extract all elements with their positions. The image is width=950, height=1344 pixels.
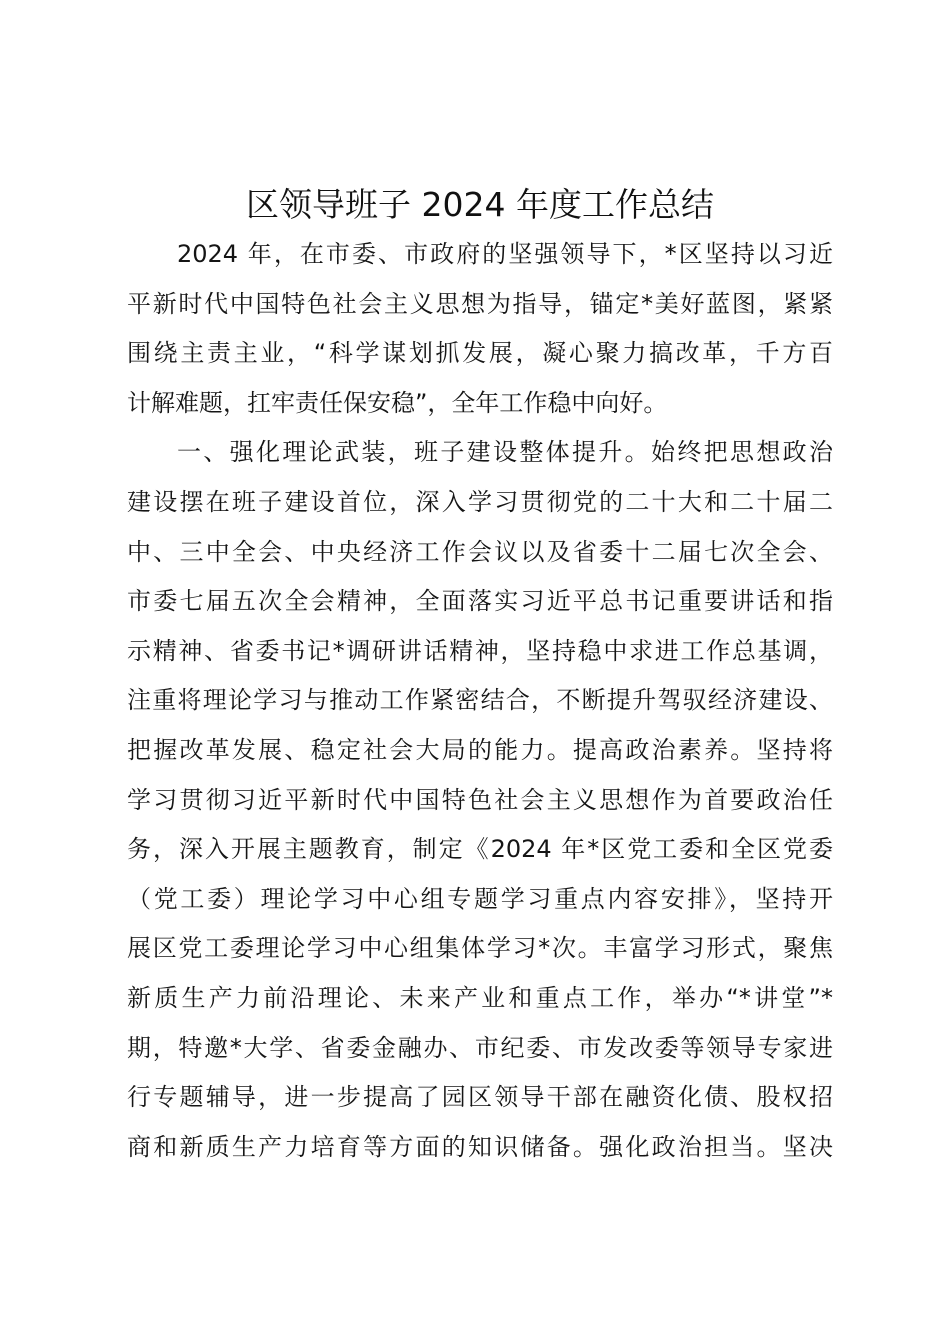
document-body	[127, 230, 833, 1172]
document-title: 区领导班子 2024 年度工作总结	[246, 185, 714, 224]
text-line: 务，深入开展主题教育，制定《2024 年*区党工委和全区党委	[127, 835, 833, 864]
text-line: 市委七届五次全会精神，全面落实习近平总书记重要讲话和指	[127, 587, 833, 616]
paragraph	[127, 428, 833, 1172]
text-line: 行专题辅导，进一步提高了园区领导干部在融资化债、股权招	[127, 1083, 833, 1112]
text-line: 新质生产力前沿理论、未来产业和重点工作，举办“*讲堂”*	[127, 983, 833, 1012]
text-line: 把握改革发展、稳定社会大局的能力。提高政治素养。坚持将	[127, 735, 833, 764]
text-line: 围绕主责主业，“科学谋划抓发展，凝心聚力搞改革，千方百	[127, 339, 833, 368]
text-line: 建设摆在班子建设首位，深入学习贯彻党的二十大和二十届二	[127, 487, 833, 516]
text-line: 期，特邀*大学、省委金融办、市纪委、市发改委等领导专家进	[127, 1033, 833, 1062]
text-line: 示精神、省委书记*调研讲话精神，坚持稳中求进工作总基调，	[127, 636, 833, 665]
text-line: 商和新质生产力培育等方面的知识储备。强化政治担当。坚决	[127, 1132, 833, 1161]
text-line: 计解难题，扛牢责任保安稳”，全年工作稳中向好。	[127, 388, 668, 417]
text-line: 展区党工委理论学习中心组集体学习*次。丰富学习形式，聚焦	[127, 934, 833, 963]
text-line: 一、强化理论武装，班子建设整体提升。始终把思想政治	[177, 438, 833, 467]
text-line: 注重将理论学习与推动工作紧密结合，不断提升驾驭经济建设、	[127, 686, 833, 715]
paragraph	[127, 230, 833, 428]
text-line: 平新时代中国特色社会主义思想为指导，锚定*美好蓝图，紧紧	[127, 289, 833, 318]
text-line: 2024 年，在市委、市政府的坚强领导下，*区坚持以习近	[177, 240, 833, 268]
text-line: 中、三中全会、中央经济工作会议以及省委十二届七次全会、	[127, 537, 833, 566]
text-line: （党工委）理论学习中心组专题学习重点内容安排》，坚持开	[127, 884, 833, 913]
text-line: 学习贯彻习近平新时代中国特色社会主义思想作为首要政治任	[127, 785, 833, 814]
